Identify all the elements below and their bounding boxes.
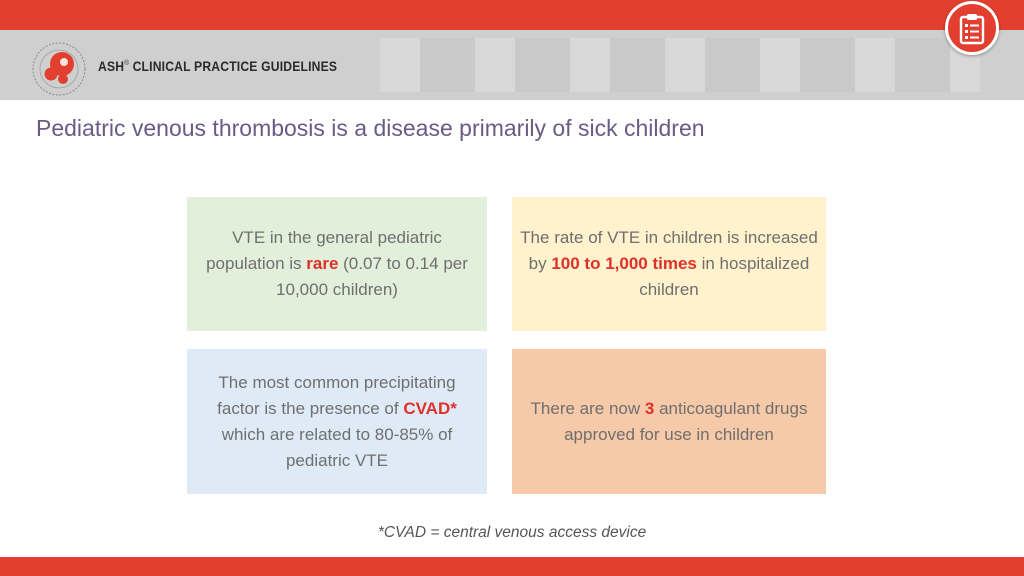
fact-text: VTE in the general pediatric population is bbox=[206, 228, 442, 273]
fact-text: anticoagulant drugs approved for use in children bbox=[564, 398, 808, 444]
fact-card-rare bbox=[187, 197, 487, 331]
fact-card-anticoagulants bbox=[512, 349, 826, 494]
fact-card-text bbox=[520, 225, 818, 303]
header-background-pattern bbox=[380, 38, 980, 92]
brand-title bbox=[98, 59, 337, 74]
bottom-accent-bar bbox=[0, 557, 1024, 576]
fact-text: which are related to 80-85% of pediatric VTE bbox=[221, 424, 453, 470]
fact-text: There are now bbox=[530, 398, 645, 418]
fact-card-text bbox=[195, 370, 479, 474]
fact-text: in hospitalized children bbox=[639, 254, 810, 299]
brand-name: ASH bbox=[98, 59, 125, 74]
fact-card-text bbox=[201, 225, 473, 303]
page-title: Pediatric venous thrombosis is a disease primarily of sick children bbox=[36, 115, 705, 141]
brand-registered-mark: ® bbox=[124, 60, 130, 67]
top-accent-bar bbox=[0, 0, 1024, 30]
ash-seal-icon bbox=[30, 40, 88, 98]
fact-text: The rate of VTE in children is increased by bbox=[520, 228, 818, 273]
fact-card-hospitalized bbox=[512, 197, 826, 331]
fact-highlight: CVAD* bbox=[403, 398, 457, 418]
clipboard-button[interactable] bbox=[945, 1, 999, 55]
fact-text: (0.07 to 0.14 per 10,000 children) bbox=[276, 254, 468, 299]
fact-card-cvad bbox=[187, 349, 487, 494]
fact-highlight: rare bbox=[306, 254, 339, 273]
clipboard-list-icon bbox=[959, 13, 985, 45]
fact-highlight: 100 to 1,000 times bbox=[551, 254, 697, 273]
fact-highlight: 3 bbox=[644, 398, 655, 418]
fact-text: The most common precipitating factor is the presence of bbox=[217, 372, 456, 418]
fact-card-text bbox=[520, 396, 818, 448]
footnote: *CVAD = central venous access device bbox=[377, 524, 647, 541]
brand-subtitle: CLINICAL PRACTICE GUIDELINES bbox=[132, 59, 338, 74]
